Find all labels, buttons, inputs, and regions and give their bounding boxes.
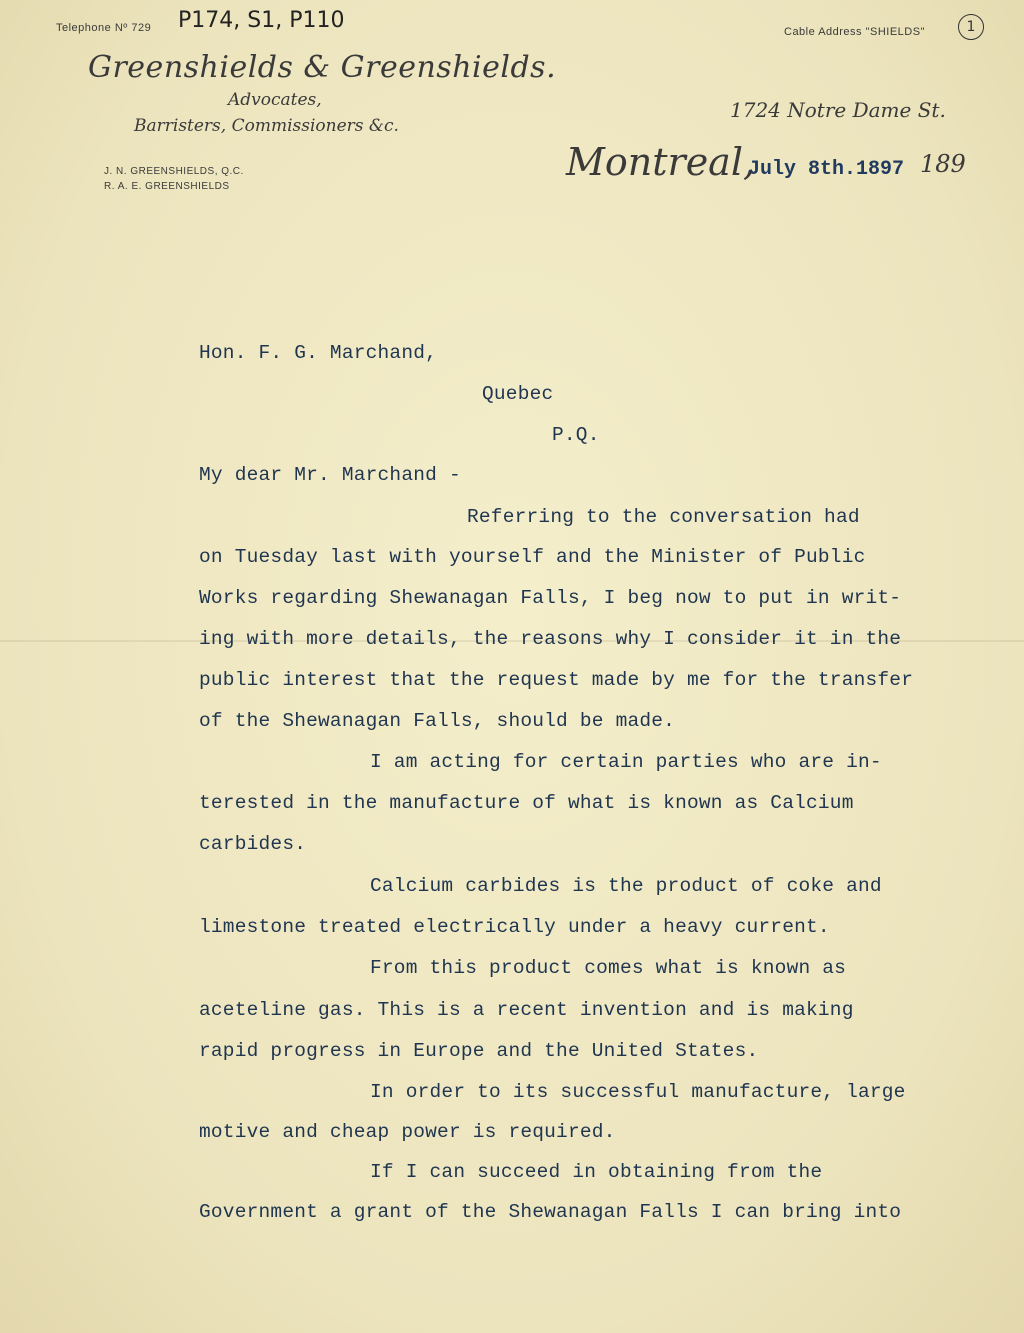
- body-line: terested in the manufacture of what is known as Calcium: [199, 792, 854, 814]
- partner-rae-greenshields: R. A. E. GREENSHIELDS: [104, 181, 230, 192]
- city-montreal: Montreal,: [566, 140, 756, 184]
- body-line: I am acting for certain parties who are in-: [370, 751, 882, 773]
- body-line: aceteline gas. This is a recent invention and is making: [199, 999, 854, 1021]
- telephone-number: Telephone Nº 729: [56, 22, 152, 34]
- body-line: Calcium carbides is the product of coke and: [370, 875, 882, 897]
- body-line: Works regarding Shewanagan Falls, I beg now to put in writ-: [199, 587, 902, 609]
- body-line: rapid progress in Europe and the United States.: [199, 1040, 759, 1062]
- body-line: From this product comes what is known as: [370, 957, 847, 979]
- street-address: 1724 Notre Dame St.: [730, 98, 946, 122]
- firm-name: Greenshields & Greenshields.: [88, 50, 557, 85]
- date-year-prefix: 189: [920, 150, 966, 178]
- body-line: Government a grant of the Shewanagan Falls I can bring into: [199, 1201, 902, 1223]
- firm-title-advocates: Advocates,: [228, 90, 322, 110]
- recipient-city: Quebec: [482, 383, 554, 405]
- body-line: motive and cheap power is required.: [199, 1121, 616, 1143]
- body-line: In order to its successful manufacture, large: [370, 1081, 906, 1103]
- body-line: ing with more details, the reasons why I consider it in the: [199, 628, 902, 650]
- body-line: on Tuesday last with yourself and the Minister of Public: [199, 546, 866, 568]
- salutation: My dear Mr. Marchand -: [199, 464, 461, 486]
- body-line: If I can succeed in obtaining from the: [370, 1161, 823, 1183]
- body-line: of the Shewanagan Falls, should be made.: [199, 710, 676, 732]
- firm-title-barristers: Barristers, Commissioners &c.: [134, 116, 399, 136]
- body-line: Referring to the conversation had: [467, 506, 860, 528]
- page-number: 1: [958, 14, 984, 40]
- archive-reference: P174, S1, P110: [178, 8, 345, 33]
- body-line: limestone treated electrically under a heavy current.: [199, 916, 830, 938]
- recipient-province: P.Q.: [552, 424, 600, 446]
- recipient-name: Hon. F. G. Marchand,: [199, 342, 438, 364]
- body-line: public interest that the request made by me for the transfer: [199, 669, 914, 691]
- partner-jn-greenshields: J. N. GREENSHIELDS, Q.C.: [104, 166, 244, 177]
- cable-address: Cable Address "SHIELDS": [784, 26, 925, 38]
- letter-date: July 8th.1897: [748, 158, 905, 181]
- body-line: carbides.: [199, 833, 307, 855]
